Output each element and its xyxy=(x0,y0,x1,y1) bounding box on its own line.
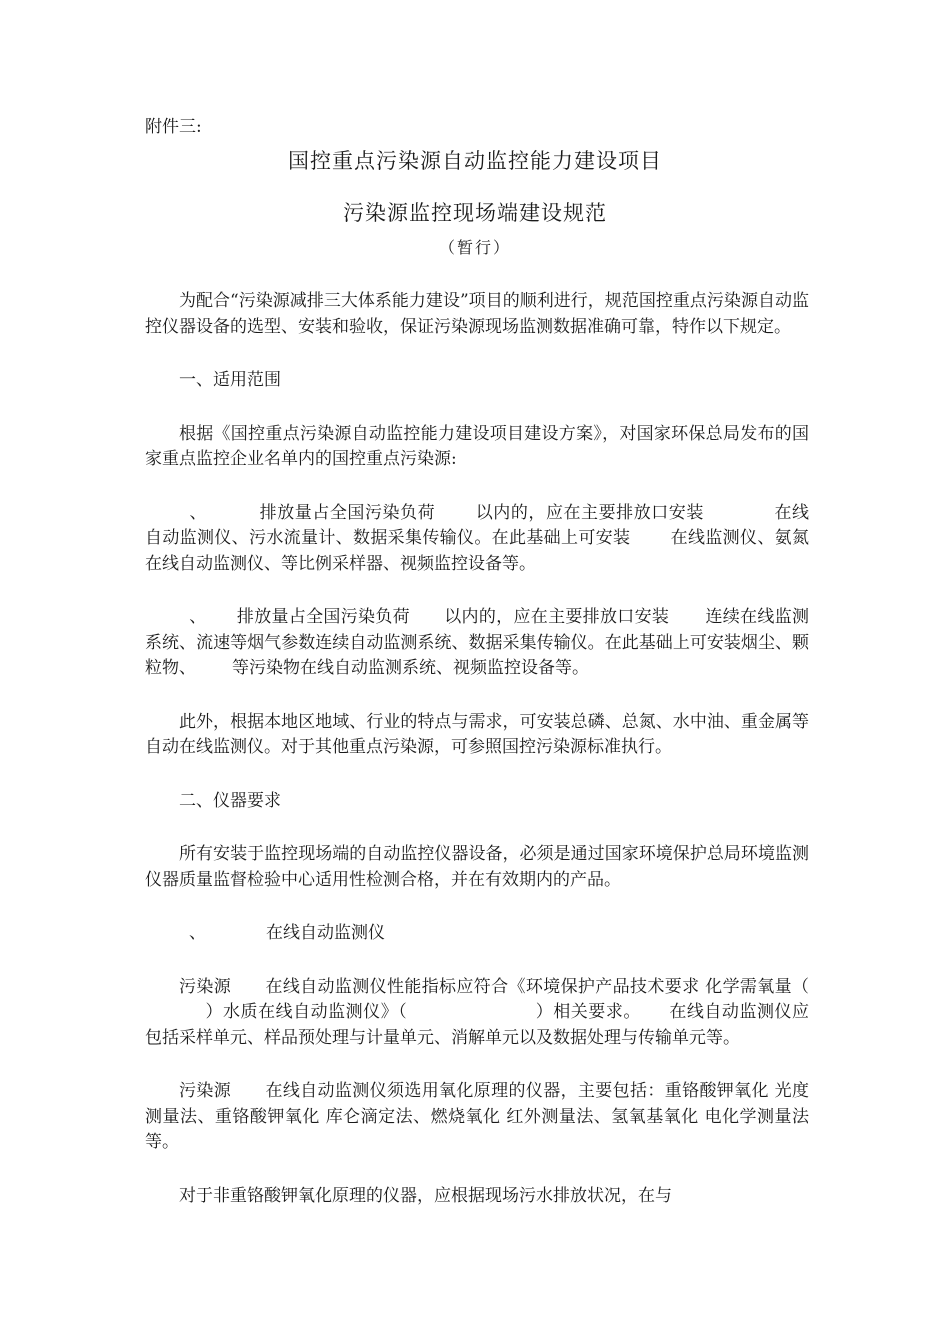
annex-label: 附件三: xyxy=(145,117,202,137)
sub1-p1-part3: ）水质在线自动监测仪》（ xyxy=(205,1002,408,1022)
section2-heading: 二、仪器要求 xyxy=(179,790,281,811)
scope-item2-part2: 以内的，应在主要排放口安装 xyxy=(443,607,670,627)
scope-item1-part2: 以内的，应在主要排放口安装 xyxy=(475,502,704,523)
subsection1-paragraph3: 对于非重铬酸钾氧化原理的仪器，应根据现场污水排放状况，在与 xyxy=(179,1185,672,1206)
subsection1-paragraph2 xyxy=(145,1079,809,1156)
document-title-line2: 污染源监控现场端建设规范 xyxy=(343,201,607,225)
section1-heading: 一、适用范围 xyxy=(179,370,281,390)
subsection1-paragraph1 xyxy=(145,975,809,1052)
scope-item2-part1: 排放量占全国污染负荷 xyxy=(236,607,410,627)
intro-paragraph: 为配合“污染源减排三大体系能力建设”项目的顺利进行，规范国控重点污染源自动监控仪器设备的选型、安装和验收，保证污染源现场监测数据准确可靠，特作以下规定。 xyxy=(145,291,809,337)
scope-item1-part4: 在线监测仪、氨氮在线自动监测仪、等比例采样器、视频监控设备等。 xyxy=(145,528,810,574)
scope-item2-sep: 、 xyxy=(189,607,207,627)
subsection1-heading xyxy=(145,921,809,947)
sub1-p1-part4: ）相关要求。 xyxy=(535,1002,641,1022)
section2-paragraph1: 所有安装于监控现场端的自动监控仪器设备，必须是通过国家环境保护总局环境监测仪器质量监督检验中心适用性检测合格，并在有效期内的产品。 xyxy=(145,844,809,890)
scope-item2-part3: 连续在线监测系统、流速等烟气参数连续自动监测系统、数据采集传输仪。在此基础上可安装烟尘、颗粒物、 xyxy=(145,607,810,678)
sub1-p2-part2: 在线自动监测仪须选用氧化原理的仪器，主要包括：重铬酸钾氧化 光度测量法、重铬酸钾氧化 库仑滴定法、燃烧氧化 红外测量法、氢氧基氧化 电化学测量法等。 xyxy=(145,1081,810,1152)
section1-paragraph2: 此外，根据本地区地域、行业的特点与需求，可安装总磷、总氮、水中油、重金属等自动在线监测仪。对于其他重点污染源，可参照国控污染源标准执行。 xyxy=(145,711,809,757)
sub1-p1-part5: 在线自动监测仪应包括采样单元、样品预处理与计量单元、消解单元以及数据处理与传输单元等。 xyxy=(145,1002,810,1048)
sub1-p2-part1: 污染源 xyxy=(179,1081,232,1101)
document-body xyxy=(145,289,809,1237)
scope-item2-part4: 等污染物在线自动监测系统、视频监控设备等。 xyxy=(232,658,589,678)
scope-item1 xyxy=(145,501,809,578)
subsection1-sep: 、 xyxy=(189,923,206,943)
scope-item2 xyxy=(145,605,809,682)
subsection1-title: 在线自动监测仪 xyxy=(266,923,385,943)
sub1-p1-part2: 在线自动监测仪性能指标应符合《环境保护产品技术要求 化学需氧量（ xyxy=(265,976,810,997)
scope-item1-sep: 、 xyxy=(189,502,208,523)
scope-item1-part3: 在线自动监测仪、污水流量计、数据采集传输仪。在此基础上可安装 xyxy=(145,502,810,548)
sub1-p1-part1: 污染源 xyxy=(179,976,232,997)
scope-item1-part1: 排放量占全国污染负荷 xyxy=(259,502,436,523)
section1-paragraph1: 根据《国控重点污染源自动监控能力建设项目建设方案》，对国家环保总局发布的国家重点监控企业名单内的国控重点污染源: xyxy=(145,423,809,469)
document-title-note: （暂行） xyxy=(438,238,511,257)
document-title-line1: 国控重点污染源自动监控能力建设项目 xyxy=(288,149,662,173)
